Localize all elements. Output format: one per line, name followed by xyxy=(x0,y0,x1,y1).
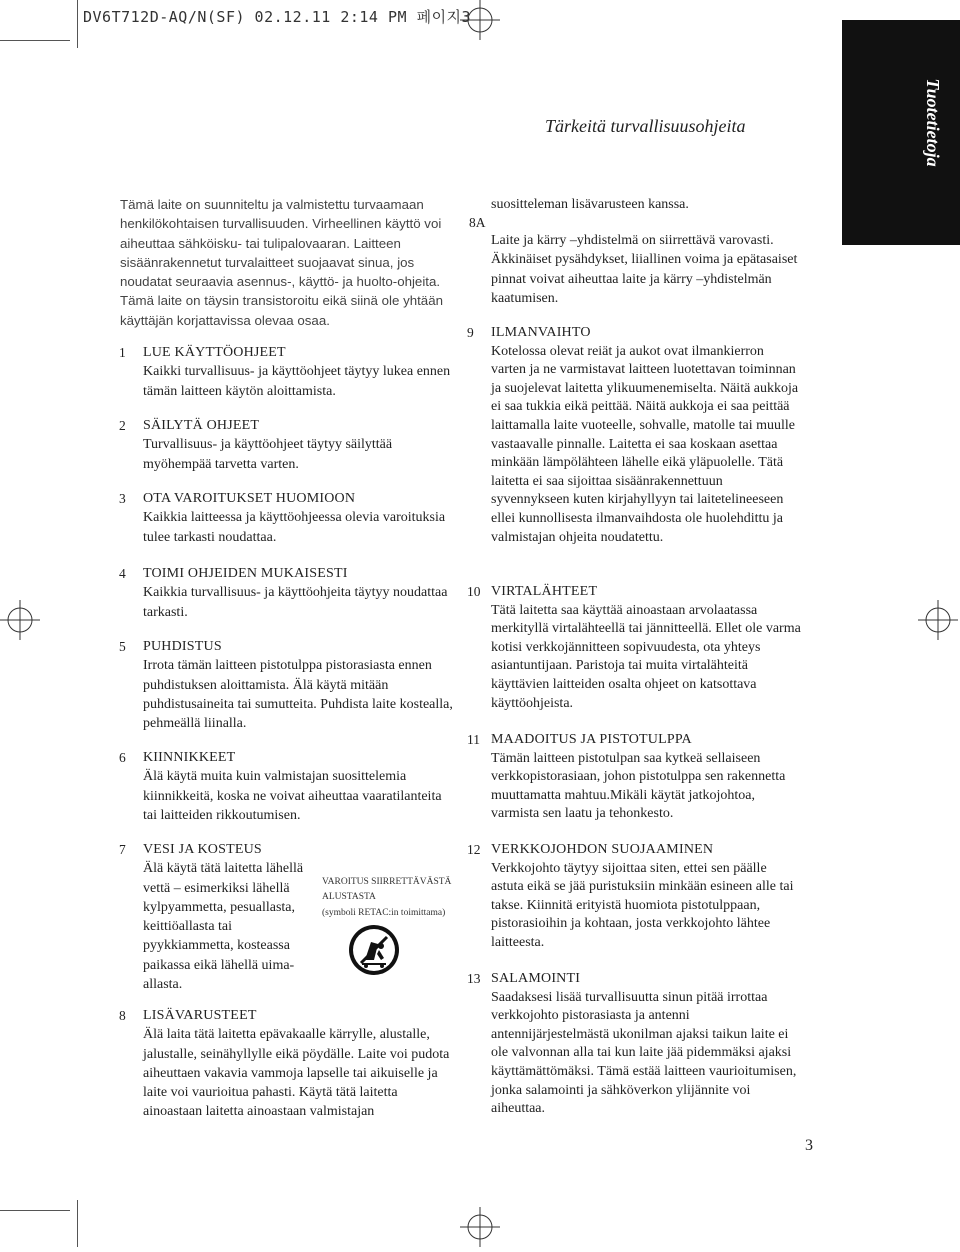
item-body: Kaikki turvallisuus- ja käyttöohjeet täytyy lukea ennen tämän laitteen käytön aloittamista. xyxy=(143,364,451,399)
list-item xyxy=(119,416,453,474)
list-item xyxy=(119,343,453,401)
item-number: 8A xyxy=(469,215,486,230)
item-number: 10 xyxy=(467,584,481,599)
registration-mark-icon xyxy=(918,600,958,640)
item-number: 11 xyxy=(467,732,480,747)
item-heading: KIINNIKKEET xyxy=(143,750,236,765)
list-item xyxy=(119,1006,453,1122)
list-item xyxy=(119,840,315,994)
item-body: Älä käytä muita kuin valmistajan suosittelemia kiinnikkeitä, koska ne voivat aiheuttaa vaaratilanteita tai laitteiden rikkoutumisen. xyxy=(143,769,442,823)
item-body: Verkkojohto täytyy sijoittaa siten, ettei sen päälle astuta eikä se jää puristuksiin minkään esineen alle tai takse. Kiinnitä erityistä huomiota pistotulppaan, pistorasioihin ja kohtaan, josta verkkojohto lähtee laitteesta. xyxy=(491,860,794,950)
item-heading: VIRTALÄHTEET xyxy=(491,584,598,599)
item-body: Tätä laitetta saa käyttää ainoastaan arvolaatassa merkityllä virtalähteellä tai jännitteellä. Ellet ole varma kotisi verkkojännitteen sopivuudesta, ota yhteys asiantuntijaan. Paristoja tai muita virtalähteitä käyttävien laitteiden osalta ohjeet on katsottava käyttöohjeista. xyxy=(491,602,801,711)
item-number: 9 xyxy=(467,325,474,340)
cart-tipover-warning-icon xyxy=(348,924,400,976)
item-number: 7 xyxy=(119,842,126,857)
list-item xyxy=(119,637,453,733)
item-number: 4 xyxy=(119,566,126,581)
item-number: 12 xyxy=(467,842,481,857)
list-item xyxy=(467,970,801,1119)
item-number: 13 xyxy=(467,971,481,986)
item-number: 5 xyxy=(119,639,126,654)
crop-mark xyxy=(77,0,78,48)
item-body: Älä käytä tätä laitetta lähellä vettä – esimerkiksi lähellä kylpyammetta, pesuallasta, keittiöallasta tai pyykkiammetta, kosteassa paikassa eikä lähellä uima-allasta. xyxy=(143,861,304,993)
item-heading: VESI JA KOSTEUS xyxy=(143,842,262,857)
list-item xyxy=(467,731,801,824)
item-heading: MAADOITUS JA PISTOTULPPA xyxy=(491,732,692,747)
list-item xyxy=(467,583,801,713)
list-item xyxy=(467,841,801,953)
item-heading: SALAMOINTI xyxy=(491,971,581,986)
item-heading: ILMANVAIHTO xyxy=(491,325,591,340)
item-number: 3 xyxy=(119,491,126,506)
print-header: DV6T712D-AQ/N(SF) 02.12.11 2:14 PM 페이지3 xyxy=(83,8,472,26)
item-body: Kaikkia turvallisuus- ja käyttöohjeita täytyy noudattaa tarkasti. xyxy=(143,585,448,620)
item-heading: LUE KÄYTTÖOHJEET xyxy=(143,345,286,360)
registration-mark-icon xyxy=(0,600,40,640)
item-number: 6 xyxy=(119,750,126,765)
page-number: 3 xyxy=(805,1137,813,1154)
item-heading: TOIMI OHJEIDEN MUKAISESTI xyxy=(143,566,348,581)
item-number: 1 xyxy=(119,345,126,360)
item-number: 8 xyxy=(119,1008,126,1023)
item-heading: OTA VAROITUKSET HUOMIOON xyxy=(143,491,356,506)
list-item xyxy=(469,215,801,308)
item-number: 2 xyxy=(119,418,126,433)
item-heading: PUHDISTUS xyxy=(143,639,222,654)
item-body: Kaikkia laitteessa ja käyttöohjeessa olevia varoituksia tulee tarkasti noudattaa. xyxy=(143,510,446,545)
item-heading: LISÄVARUSTEET xyxy=(143,1008,257,1023)
item-body: Turvallisuus- ja käyttöohjeet täytyy säilyttää myöhempää tarvetta varten. xyxy=(143,437,393,472)
item-body: Irrota tämän laitteen pistotulppa pistorasiasta ennen puhdistuksen aloittamista. Älä käytä mitään puhdistusaineita tai sumutteita. Puhdista laite kostealla, pehmeällä liinalla. xyxy=(143,658,453,732)
item-heading: VERKKOJOHDON SUOJAAMINEN xyxy=(491,842,714,857)
item-body: Kotelossa olevat reiät ja aukot ovat ilmankierron varten ja ne varmistavat laitteen luotettavan toiminnan ja suojelevat laitetta ylikuumenemiselta. Näitä aukkoja ei saa tukkia eikä peittää. Näitä aukkoja ei saa peittää laittamalla laite vuoteelle, sohvalle, matolle tai muulle vastaavalle pinnalle. Laitetta ei saa koskaan asettaa minkään lämpölähteen lähelle eikä yläpuolelle. Tätä laitetta ei saa sijoittaa sisäänrakennettuun syvennykseen kuten kirjahyllyyn tai laitetelineeseen ellei kunnollisesta ilmanvaihdosta ole huolehdittu ja valmistajan ohjeita noudatettu. xyxy=(491,343,799,545)
item-body: Saadaksesi lisää turvallisuutta sinun pitää irrottaa verkkojohto pistorasiasta ja antenni antennijärjestelmästä ukonilman ajaksi taikun laite ei ole valvonnan alla tai kun laite jää pidemmäksi ajaksi käyttämättömäksi. Tämä estää laitteen vaurioitumisen, jonka salamointi ja sähköverkon ylijännite voi aiheuttaa. xyxy=(491,989,797,1117)
item-body: Tämän laitteen pistotulpan saa kytkeä sellaiseen verkkopistorasiaan, johon pistotulppa sen rakennetta muuttamatta mahtuu.Mikäli käytät jatkojohtoa, varmista sen laatu ja tehonkesto. xyxy=(491,750,786,822)
intro-paragraph: Tämä laite on suunniteltu ja valmistettu turvaamaan henkilökohtaisen turvallisuuden. Virheellinen käyttö voi aiheuttaa sähköisku- tai tulipalovaaran. Laitteen sisäänrakennetut turvalaitteet suojaavat sinua, jos noudatat seuraavia asennus-, käyttö- ja huolto-ohjeita. Tämä laite on täysin transistoroitu eikä siinä ole yhtään käyttäjän korjattavissa olevaa osaa. xyxy=(120,197,443,328)
registration-mark-icon xyxy=(460,1207,500,1247)
item-heading: SÄILYTÄ OHJEET xyxy=(143,418,260,433)
item-body: Laite ja kärry –yhdistelmä on siirrettävä varovasti. Äkkinäiset pysähdykset, liiallinen voima ja epätasaiset pinnat voivat aiheuttaa laite ja kärry –yhdistelmän kaatumisen. xyxy=(491,233,798,306)
continued-text: suositteleman lisävarusteen kanssa. xyxy=(491,197,689,212)
page-title: Tärkeitä turvallisuusohjeita xyxy=(545,116,746,136)
list-item xyxy=(119,564,453,622)
item-body: Älä laita tätä laitetta epävakaalle kärrylle, alustalle, jalustalle, seinähyllylle eikä pöydälle. Laite voi pudota aiheuttaen vakavia vammoja lapselle tai aikuiselle ja laite voi vaurioitua pahasti. Käytä tätä laitetta ainoastaan laitetta ainoastaan valmistajan xyxy=(143,1027,450,1120)
caution-label: VAROITUS SIIRRETTÄVÄSTÄ ALUSTASTA (symboli RETAC:in toimittama) xyxy=(322,877,452,918)
crop-mark xyxy=(0,40,70,41)
crop-mark xyxy=(77,1200,78,1247)
list-item xyxy=(467,324,801,547)
list-item xyxy=(119,748,453,825)
side-tab xyxy=(842,20,960,245)
side-tab-label: Tuotetietoja xyxy=(923,78,944,167)
list-item xyxy=(119,489,453,547)
crop-mark xyxy=(0,1210,70,1211)
